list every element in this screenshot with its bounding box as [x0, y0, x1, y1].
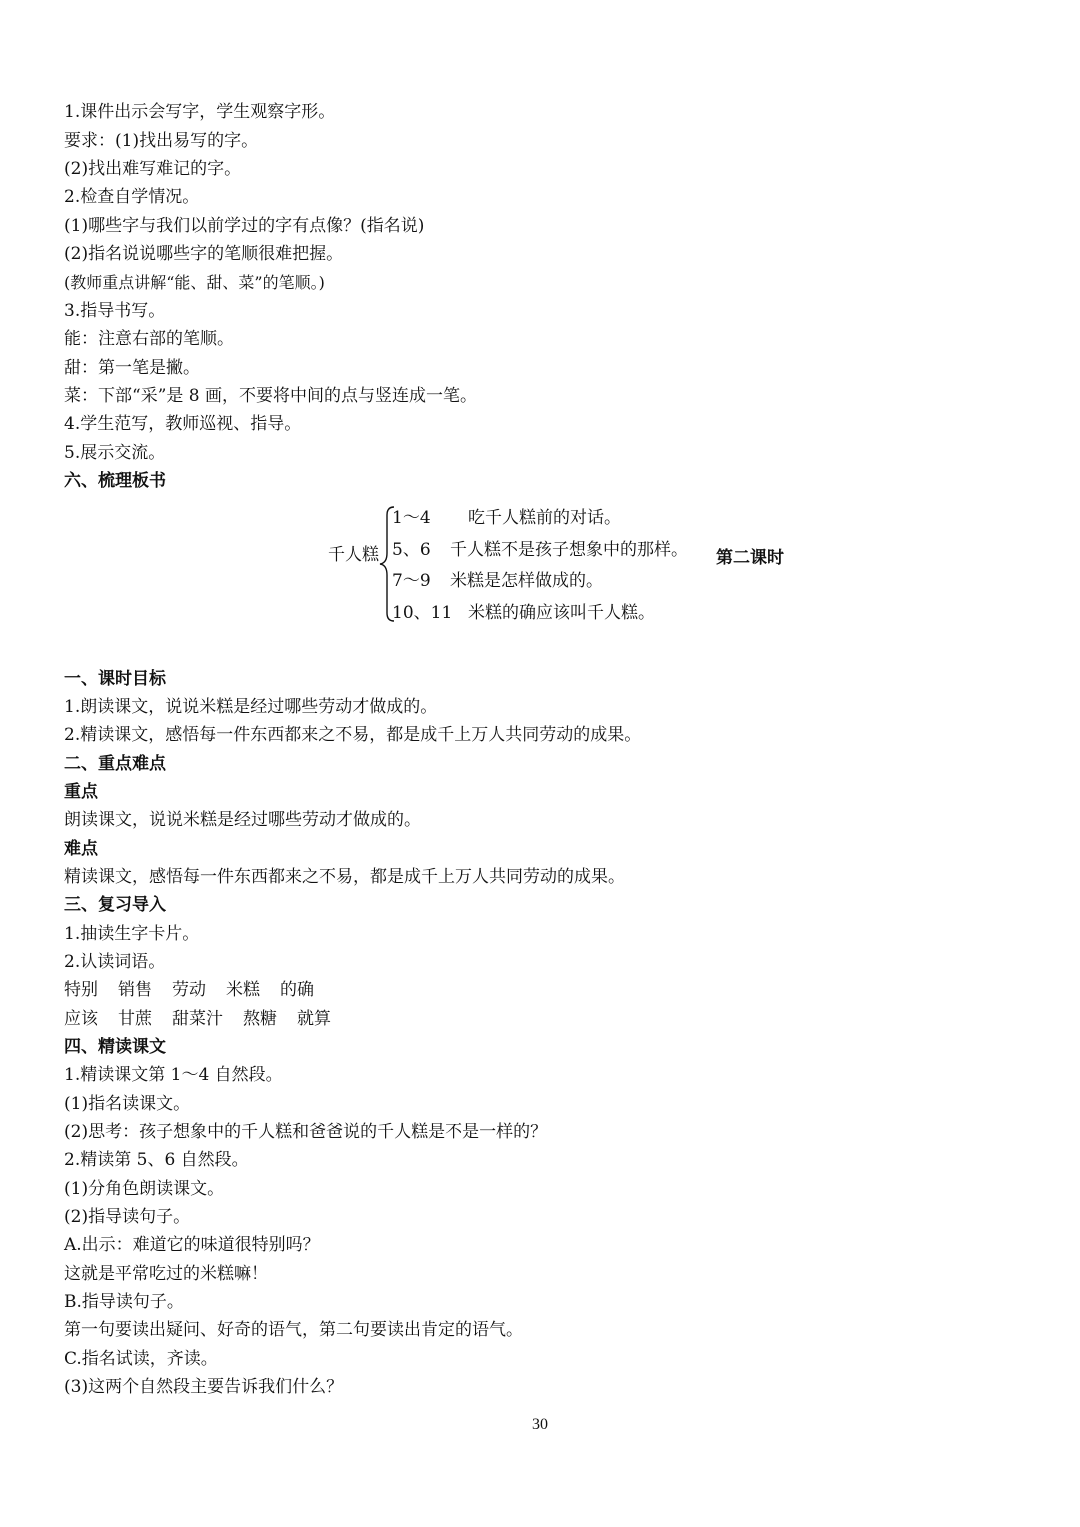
vocab-word: 甘蔗 [118, 1009, 152, 1029]
lesson-period-label: 第二课时 [716, 548, 784, 568]
text-line: (1)指名读课文。 [64, 1094, 191, 1114]
text-line: 1.抽读生字卡片。 [64, 924, 200, 944]
text-line: 朗读课文，说说米糕是经过哪些劳动才做成的。 [64, 810, 421, 830]
vocab-word: 甜菜汁 [172, 1009, 223, 1029]
text-line: (1)分角色朗读课文。 [64, 1179, 225, 1199]
text-line: 2.检查自学情况。 [64, 187, 200, 207]
text-line: 3.指导书写。 [64, 301, 166, 321]
board-title: 千人糕 [328, 545, 379, 565]
section-heading: 二、重点难点 [64, 754, 166, 774]
text-line: 1.课件出示会写字，学生观察字形。 [64, 102, 336, 122]
board-row-para: 1～4 [392, 508, 431, 528]
word-list-row [64, 979, 334, 1001]
text-line: 2.认读词语。 [64, 952, 166, 972]
board-row-text: 米糕的确应该叫千人糕。 [468, 603, 655, 623]
vocab-word: 特别 [64, 980, 98, 1000]
subsection-heading: 重点 [64, 782, 98, 802]
text-line: 第一句要读出疑问、好奇的语气，第二句要读出肯定的语气。 [64, 1320, 523, 1340]
board-row-para: 5、6 [392, 540, 431, 560]
teacher-note: (教师重点讲解“能、甜、菜”的笔顺。) [64, 273, 325, 292]
page-number: 30 [532, 1416, 548, 1433]
text-line: (2)指名说说哪些字的笔顺很难把握。 [64, 244, 344, 264]
section-heading: 四、精读课文 [64, 1037, 166, 1057]
text-line: 4.学生范写，教师巡视、指导。 [64, 414, 302, 434]
subsection-heading: 难点 [64, 839, 98, 859]
board-row-para: 7～9 [392, 571, 431, 591]
text-line: (3)这两个自然段主要告诉我们什么？ [64, 1377, 344, 1397]
text-line: 1.精读课文第 1～4 自然段。 [64, 1065, 283, 1085]
board-row-text: 米糕是怎样做成的。 [450, 571, 603, 591]
vocab-word: 劳动 [172, 980, 206, 1000]
text-line: 甜：第一笔是撇。 [64, 358, 200, 378]
board-row-para: 10、11 [392, 603, 453, 623]
word-list-row [64, 1008, 351, 1030]
vocab-word: 销售 [118, 980, 152, 1000]
vocab-word: 就算 [297, 1009, 331, 1029]
text-line: 能：注意右部的笔顺。 [64, 329, 234, 349]
vocab-word: 应该 [64, 1009, 98, 1029]
text-line: 5.展示交流。 [64, 443, 166, 463]
text-line: (2)找出难写难记的字。 [64, 159, 242, 179]
text-line: 要求：(1)找出易写的字。 [64, 131, 259, 151]
vocab-word: 熬糖 [243, 1009, 277, 1029]
section-heading: 六、梳理板书 [64, 471, 166, 491]
text-line: B.指导读句子。 [64, 1292, 184, 1312]
text-line: 这就是平常吃过的米糕嘛！ [64, 1264, 268, 1284]
vocab-word: 米糕 [226, 980, 260, 1000]
text-line: (2)指导读句子。 [64, 1207, 191, 1227]
text-line: C.指名试读，齐读。 [64, 1349, 218, 1369]
text-line: 菜：下部“采”是 8 画，不要将中间的点与竖连成一笔。 [64, 386, 478, 406]
board-row-text: 千人糕不是孩子想象中的那样。 [450, 540, 688, 560]
text-line: (2)思考：孩子想象中的千人糕和爸爸说的千人糕是不是一样的？ [64, 1122, 548, 1142]
board-row-text: 吃千人糕前的对话。 [468, 508, 621, 528]
vocab-word: 的确 [280, 980, 314, 1000]
text-line: 1.朗读课文，说说米糕是经过哪些劳动才做成的。 [64, 697, 438, 717]
text-line: 精读课文，感悟每一件东西都来之不易，都是成千上万人共同劳动的成果。 [64, 867, 625, 887]
section-heading: 一、课时目标 [64, 669, 166, 689]
text-line: A.出示：难道它的味道很特别吗？ [64, 1235, 320, 1255]
section-heading: 三、复习导入 [64, 895, 166, 915]
text-line: 2.精读第 5、6 自然段。 [64, 1150, 249, 1170]
text-line: (1)哪些字与我们以前学过的字有点像？(指名说) [64, 216, 425, 236]
text-line: 2.精读课文，感悟每一件东西都来之不易，都是成千上万人共同劳动的成果。 [64, 725, 642, 745]
